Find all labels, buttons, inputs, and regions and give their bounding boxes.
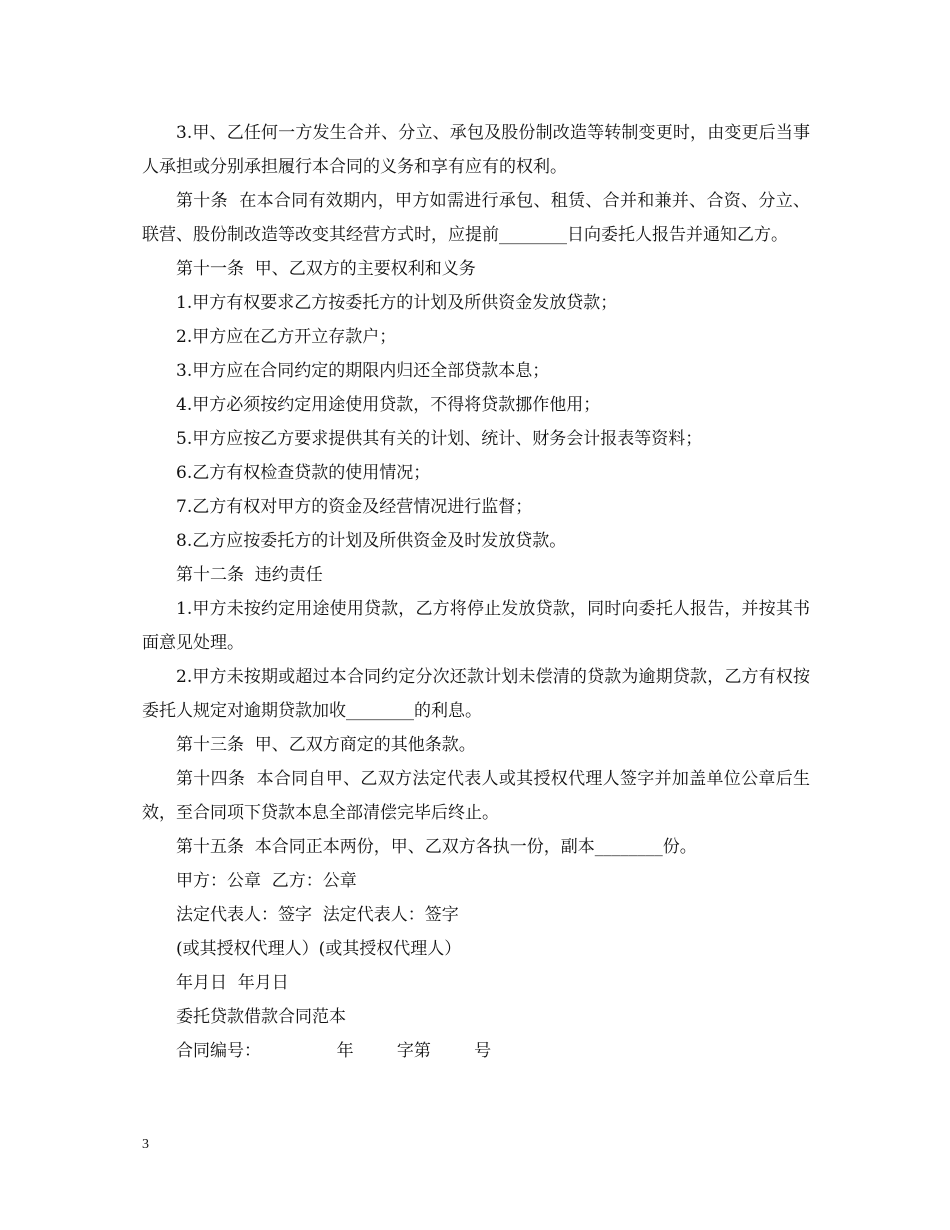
paragraph-article-14: 第十四条 本合同自甲、乙双方法定代表人或其授权代理人签字并加盖单位公章后生效，至合同项下贷款本息全部清偿完毕后终止。 — [142, 769, 810, 823]
paragraph-article-15: 第十五条 本合同正本两份，甲、乙双方各执一份，副本________份。 — [176, 837, 697, 857]
paragraph-article-12-heading: 第十二条 违约责任 — [176, 565, 323, 585]
signature-seals-line: 甲方：公章 乙方：公章 — [176, 871, 357, 891]
paragraph-article-11-item-6: 6.乙方有权检查贷款的使用情况； — [176, 463, 431, 483]
paragraph-article-11-item-2: 2.甲方应在乙方开立存款户； — [176, 327, 397, 347]
paragraph-article-11-heading: 第十一条 甲、乙双方的主要权利和义务 — [176, 259, 476, 279]
paragraph-article-11-item-4: 4.甲方必须按约定用途使用贷款，不得将贷款挪作他用； — [176, 395, 601, 415]
paragraph-article-11-item-3: 3.甲方应在合同约定的期限内归还全部贷款本息； — [176, 361, 550, 381]
signature-representatives-line: 法定代表人：签字 法定代表人：签字 — [176, 905, 459, 925]
paragraph-clause-3-merger: 3.甲、乙任何一方发生合并、分立、承包及股份制改造等转制变更时，由变更后当事人承担或分别承担履行本合同的义务和享有应有的权利。 — [142, 123, 810, 177]
page-number: 3 — [142, 1137, 149, 1152]
paragraph-article-12-item-1: 1.甲方未按约定用途使用贷款，乙方将停止发放贷款，同时向委托人报告，并按其书面意见处理。 — [142, 599, 810, 653]
signature-agents-line: (或其授权代理人）(或其授权代理人） — [176, 939, 462, 959]
contract-number-line: 合同编号： 年 字第 号 — [176, 1041, 492, 1061]
paragraph-article-11-item-1: 1.甲方有权要求乙方按委托方的计划及所供资金发放贷款； — [176, 293, 618, 313]
paragraph-article-12-item-2: 2.甲方未按期或超过本合同约定分次还款计划未偿清的贷款为逾期贷款，乙方有权按委托人规定对逾期贷款加收________的利息。 — [142, 667, 810, 721]
paragraph-article-11-item-8: 8.乙方应按委托方的计划及所供资金及时发放贷款。 — [176, 531, 567, 551]
signature-dates-line: 年月日 年月日 — [176, 973, 289, 993]
paragraph-article-11-item-7: 7.乙方有权对甲方的资金及经营情况进行监督； — [176, 497, 533, 517]
document-body — [142, 116, 810, 1068]
template-title: 委托贷款借款合同范本 — [176, 1007, 346, 1027]
paragraph-article-13: 第十三条 甲、乙双方商定的其他条款。 — [176, 735, 476, 755]
paragraph-article-10: 第十条 在本合同有效期内，甲方如需进行承包、租赁、合并和兼并、合资、分立、联营、股份制改造等改变其经营方式时，应提前________日向委托人报告并通知乙方。 — [142, 191, 810, 245]
paragraph-article-11-item-5: 5.甲方应按乙方要求提供其有关的计划、统计、财务会计报表等资料； — [176, 429, 703, 449]
